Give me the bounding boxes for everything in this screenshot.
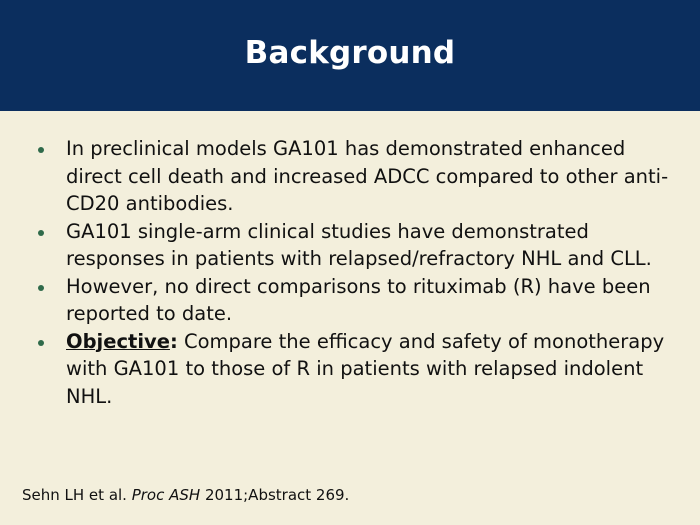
citation-authors: Sehn LH et al.	[22, 486, 132, 504]
bullet-text: GA101 single-arm clinical studies have demonstrated responses in patients with relapsed/refractory NHL and CLL.	[66, 219, 652, 270]
bullet-text: However, no direct comparisons to rituximab (R) have been reported to date.	[66, 274, 651, 325]
bullet-item-objective	[38, 328, 678, 411]
citation-journal: Proc ASH	[131, 486, 201, 504]
objective-text-block	[66, 328, 678, 411]
bullet-item	[38, 273, 678, 328]
citation-rest: 2011;Abstract 269.	[200, 486, 350, 504]
slide-title: Background	[244, 34, 456, 71]
bullet-dot-icon	[38, 340, 44, 346]
bullet-item	[38, 218, 678, 273]
bullet-dot-icon	[38, 230, 44, 236]
bullet-item	[38, 135, 678, 218]
citation	[22, 486, 349, 504]
bullet-text: In preclinical models GA101 has demonstrated enhanced direct cell death and increased ADCC compared to other anti-CD20 antibodies.	[66, 137, 669, 215]
title-bar	[0, 0, 700, 111]
objective-label: Objective	[66, 329, 170, 353]
bullet-dot-icon	[38, 147, 44, 153]
bullet-list	[38, 135, 678, 410]
objective-separator: :	[169, 329, 178, 353]
objective-text: Compare the efficacy and safety of monotherapy with GA101 to those of R in patients with relapsed indolent NHL.	[66, 329, 665, 408]
bullet-dot-icon	[38, 285, 44, 291]
